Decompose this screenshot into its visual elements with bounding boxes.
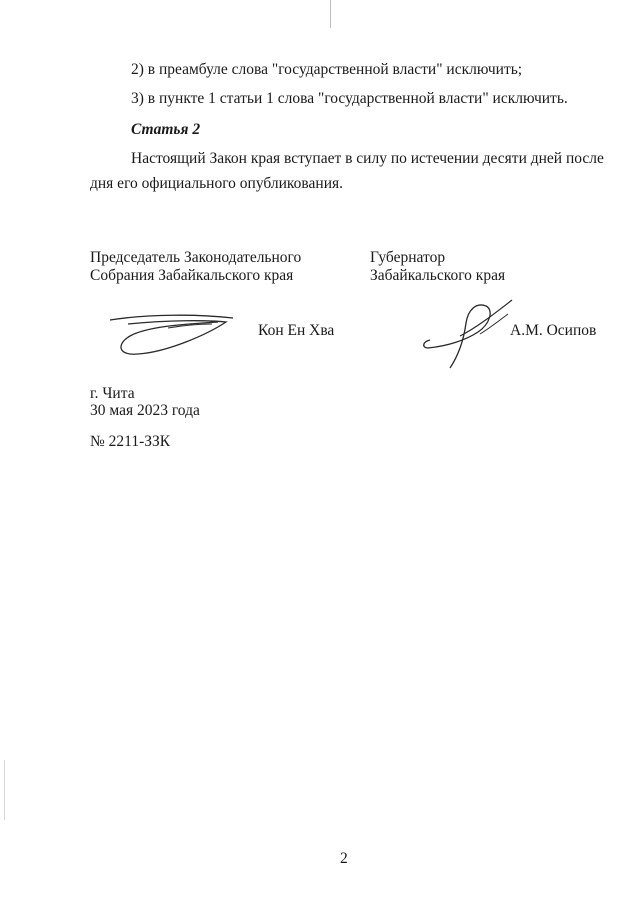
right-signatory-title-line1: Губернатор xyxy=(370,249,446,266)
article-heading: Статья 2 xyxy=(131,121,201,138)
article-text-line2: дня его официального опубликования. xyxy=(90,175,344,192)
city: г. Чита xyxy=(90,385,135,402)
document-number: № 2211-ЗЗК xyxy=(90,433,171,450)
right-signatory-title-line2: Забайкальского края xyxy=(370,267,506,284)
date: 30 мая 2023 года xyxy=(90,402,200,419)
scan-artifact-top xyxy=(330,0,331,28)
scan-artifact-left xyxy=(4,760,5,820)
right-signature-image xyxy=(420,298,520,370)
left-signature-image xyxy=(108,312,238,362)
item-3: 3) в пункте 1 статьи 1 слова "государственной власти" исключить. xyxy=(131,90,568,107)
page-number: 2 xyxy=(340,850,348,867)
item-2: 2) в преамбуле слова "государственной власти" исключить; xyxy=(131,61,523,78)
left-signatory-title-line1: Председатель Законодательного xyxy=(90,249,302,266)
left-signatory-title-line2: Собрания Забайкальского края xyxy=(90,267,294,284)
left-signatory-name: Кон Ен Хва xyxy=(258,322,335,339)
right-signatory-name: А.М. Осипов xyxy=(510,322,597,339)
article-text-line1: Настоящий Закон края вступает в силу по истечении десяти дней после xyxy=(131,150,604,167)
